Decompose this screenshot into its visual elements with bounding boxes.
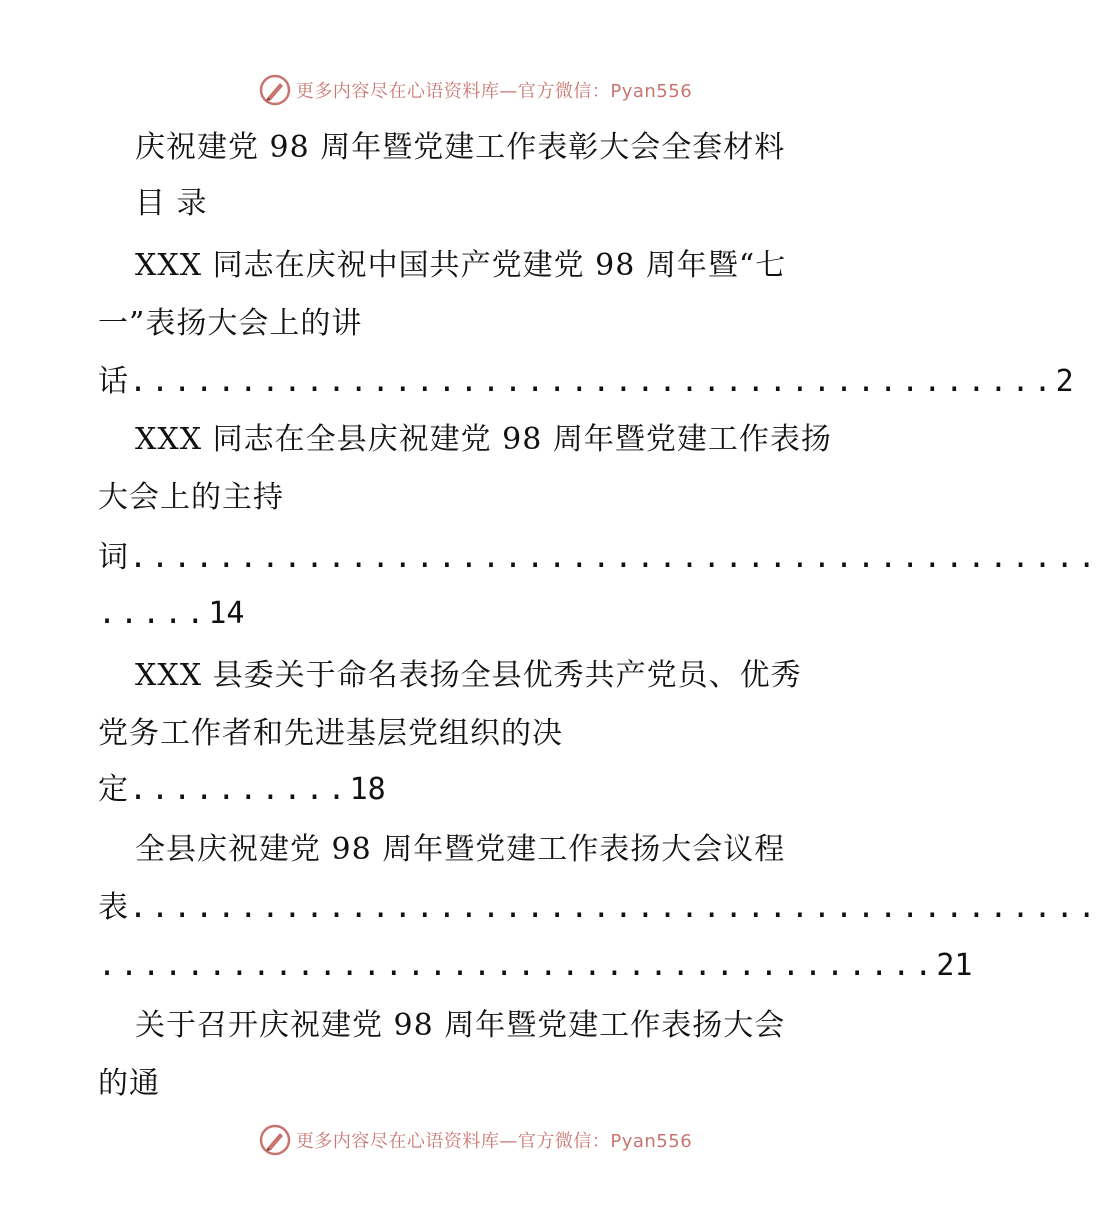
header-watermark: [0, 70, 950, 110]
page-number: 2: [1055, 364, 1074, 399]
toc-entry-1-line-3: [98, 354, 1074, 410]
pen-circle-logo-icon: [258, 73, 292, 107]
document-title: 庆祝建党 98 周年暨党建工作表彰大会全套材料: [135, 130, 786, 165]
toc-entry-4-line-3: [98, 938, 972, 994]
pen-circle-logo-icon: [258, 1123, 292, 1157]
toc-entry-3-line-2: 党务工作者和先进基层党组织的决: [98, 716, 563, 751]
footer-watermark: [0, 1120, 950, 1160]
toc-entry-4-line-1: 全县庆祝建党 98 周年暨党建工作表扬大会议程: [135, 832, 786, 867]
toc-entry-3-line-3: [98, 762, 386, 818]
toc-entry-2-tail: 词: [98, 540, 129, 575]
leader-dots: .....: [98, 596, 209, 631]
toc-entry-5-line-2: 的通: [98, 1066, 160, 1101]
toc-entry-2-line-4: [98, 586, 244, 642]
watermark-text: 更多内容尽在心语资料库—官方微信：Pyan556: [295, 1131, 693, 1152]
watermark-text: 更多内容尽在心语资料库—官方微信：Pyan556: [295, 81, 693, 102]
leader-dots: ......................................: [98, 948, 937, 983]
page-number: 21: [936, 948, 973, 983]
toc-entry-1-line-2: 一”表扬大会上的讲: [98, 306, 363, 341]
leader-dots: ..........: [129, 772, 350, 807]
toc-heading: 目 录: [135, 186, 208, 221]
leader-dots: ............................................: [129, 890, 1100, 925]
toc-entry-1-line-1: XXX 同志在庆祝中国共产党建党 98 周年暨“七: [135, 248, 787, 283]
leader-dots: ............................................: [129, 540, 1100, 575]
toc-entry-5-line-1: 关于召开庆祝建党 98 周年暨党建工作表扬大会: [135, 1008, 786, 1043]
toc-entry-1-tail: 话: [98, 364, 129, 399]
toc-entry-2-line-3: [98, 530, 1100, 586]
toc-entry-2-line-2: 大会上的主持: [98, 480, 284, 515]
page-number: 18: [349, 772, 386, 807]
toc-entry-2-line-1: XXX 同志在全县庆祝建党 98 周年暨党建工作表扬: [135, 422, 832, 457]
toc-entry-3-tail: 定: [98, 772, 129, 807]
toc-entry-4-line-2: [98, 880, 1100, 936]
toc-entry-3-line-1: XXX 县委关于命名表扬全县优秀共产党员、优秀: [135, 658, 802, 693]
leader-dots: ..........................................: [129, 364, 1056, 399]
page-number: 14: [208, 596, 245, 631]
toc-entry-4-tail: 表: [98, 890, 129, 925]
